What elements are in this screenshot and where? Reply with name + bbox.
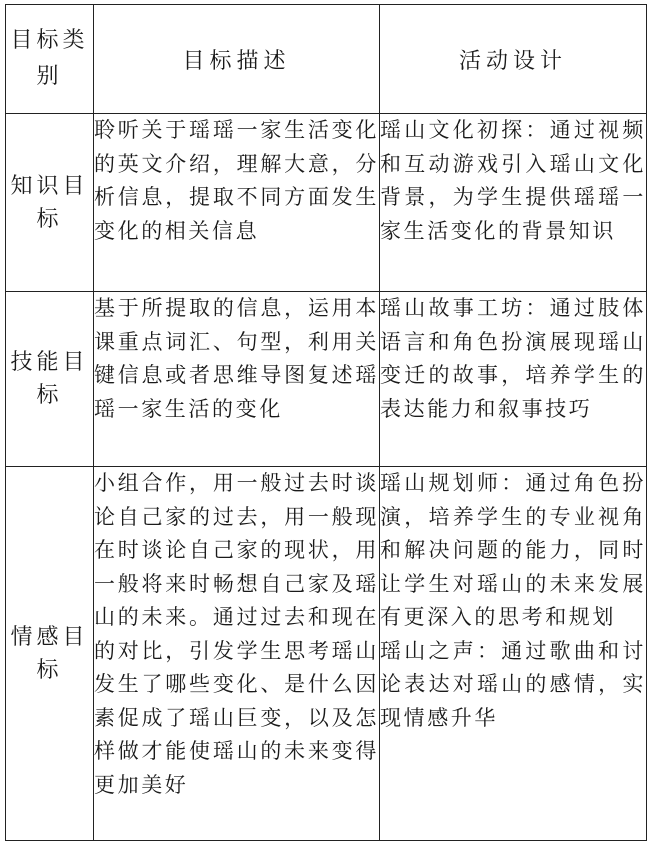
header-row [6, 5, 647, 114]
category-cell: 技能目标 [6, 292, 94, 467]
description-cell: 聆听关于瑶瑶一家生活变化的英文介绍，理解大意，分析信息，提取不同方面发生变化的相关信息 [94, 114, 380, 292]
category-cell: 情感目标 [6, 467, 94, 841]
activity-cell [380, 292, 647, 467]
activity-text: 瑶山文化初探：通过视频和互动游戏引入瑶山文化背景，为学生提供瑶瑶一家生活变化的背景知识 [380, 118, 646, 243]
table-row [6, 467, 647, 841]
activity-text: 瑶山之声：通过歌曲和讨论表达对瑶山的感情，实现情感升华 [380, 638, 646, 730]
goals-table [5, 4, 647, 841]
category-cell: 知识目标 [6, 114, 94, 292]
activity-cell [380, 467, 647, 841]
activity-text: 瑶山规划师：通过角色扮演，培养学生的专业视角和解决问题的能力，同时让学生对瑶山的未来发展有更深入的思考和规划 [380, 471, 646, 629]
description-cell: 基于所提取的信息，运用本课重点词汇、句型，利用关键信息或者思维导图复述瑶瑶一家生活的变化 [94, 292, 380, 467]
table-row [6, 292, 647, 467]
header-description: 目标描述 [94, 5, 380, 114]
header-category: 目标类别 [6, 5, 94, 114]
description-cell: 小组合作，用一般过去时谈论自己家的过去，用一般现在时谈论自己家的现状，用一般将来时畅想自己家及瑶山的未来。通过过去和现在的对比，引发学生思考瑶山发生了哪些变化、是什么因素促成了瑶山巨变，以及怎样做才能使瑶山的未来变得更加美好 [94, 467, 380, 841]
header-activity: 活动设计 [380, 5, 647, 114]
activity-cell [380, 114, 647, 292]
activity-text: 瑶山故事工坊：通过肢体语言和角色扮演展现瑶山变迁的故事，培养学生的表达能力和叙事技巧 [380, 296, 646, 421]
table-row [6, 114, 647, 292]
